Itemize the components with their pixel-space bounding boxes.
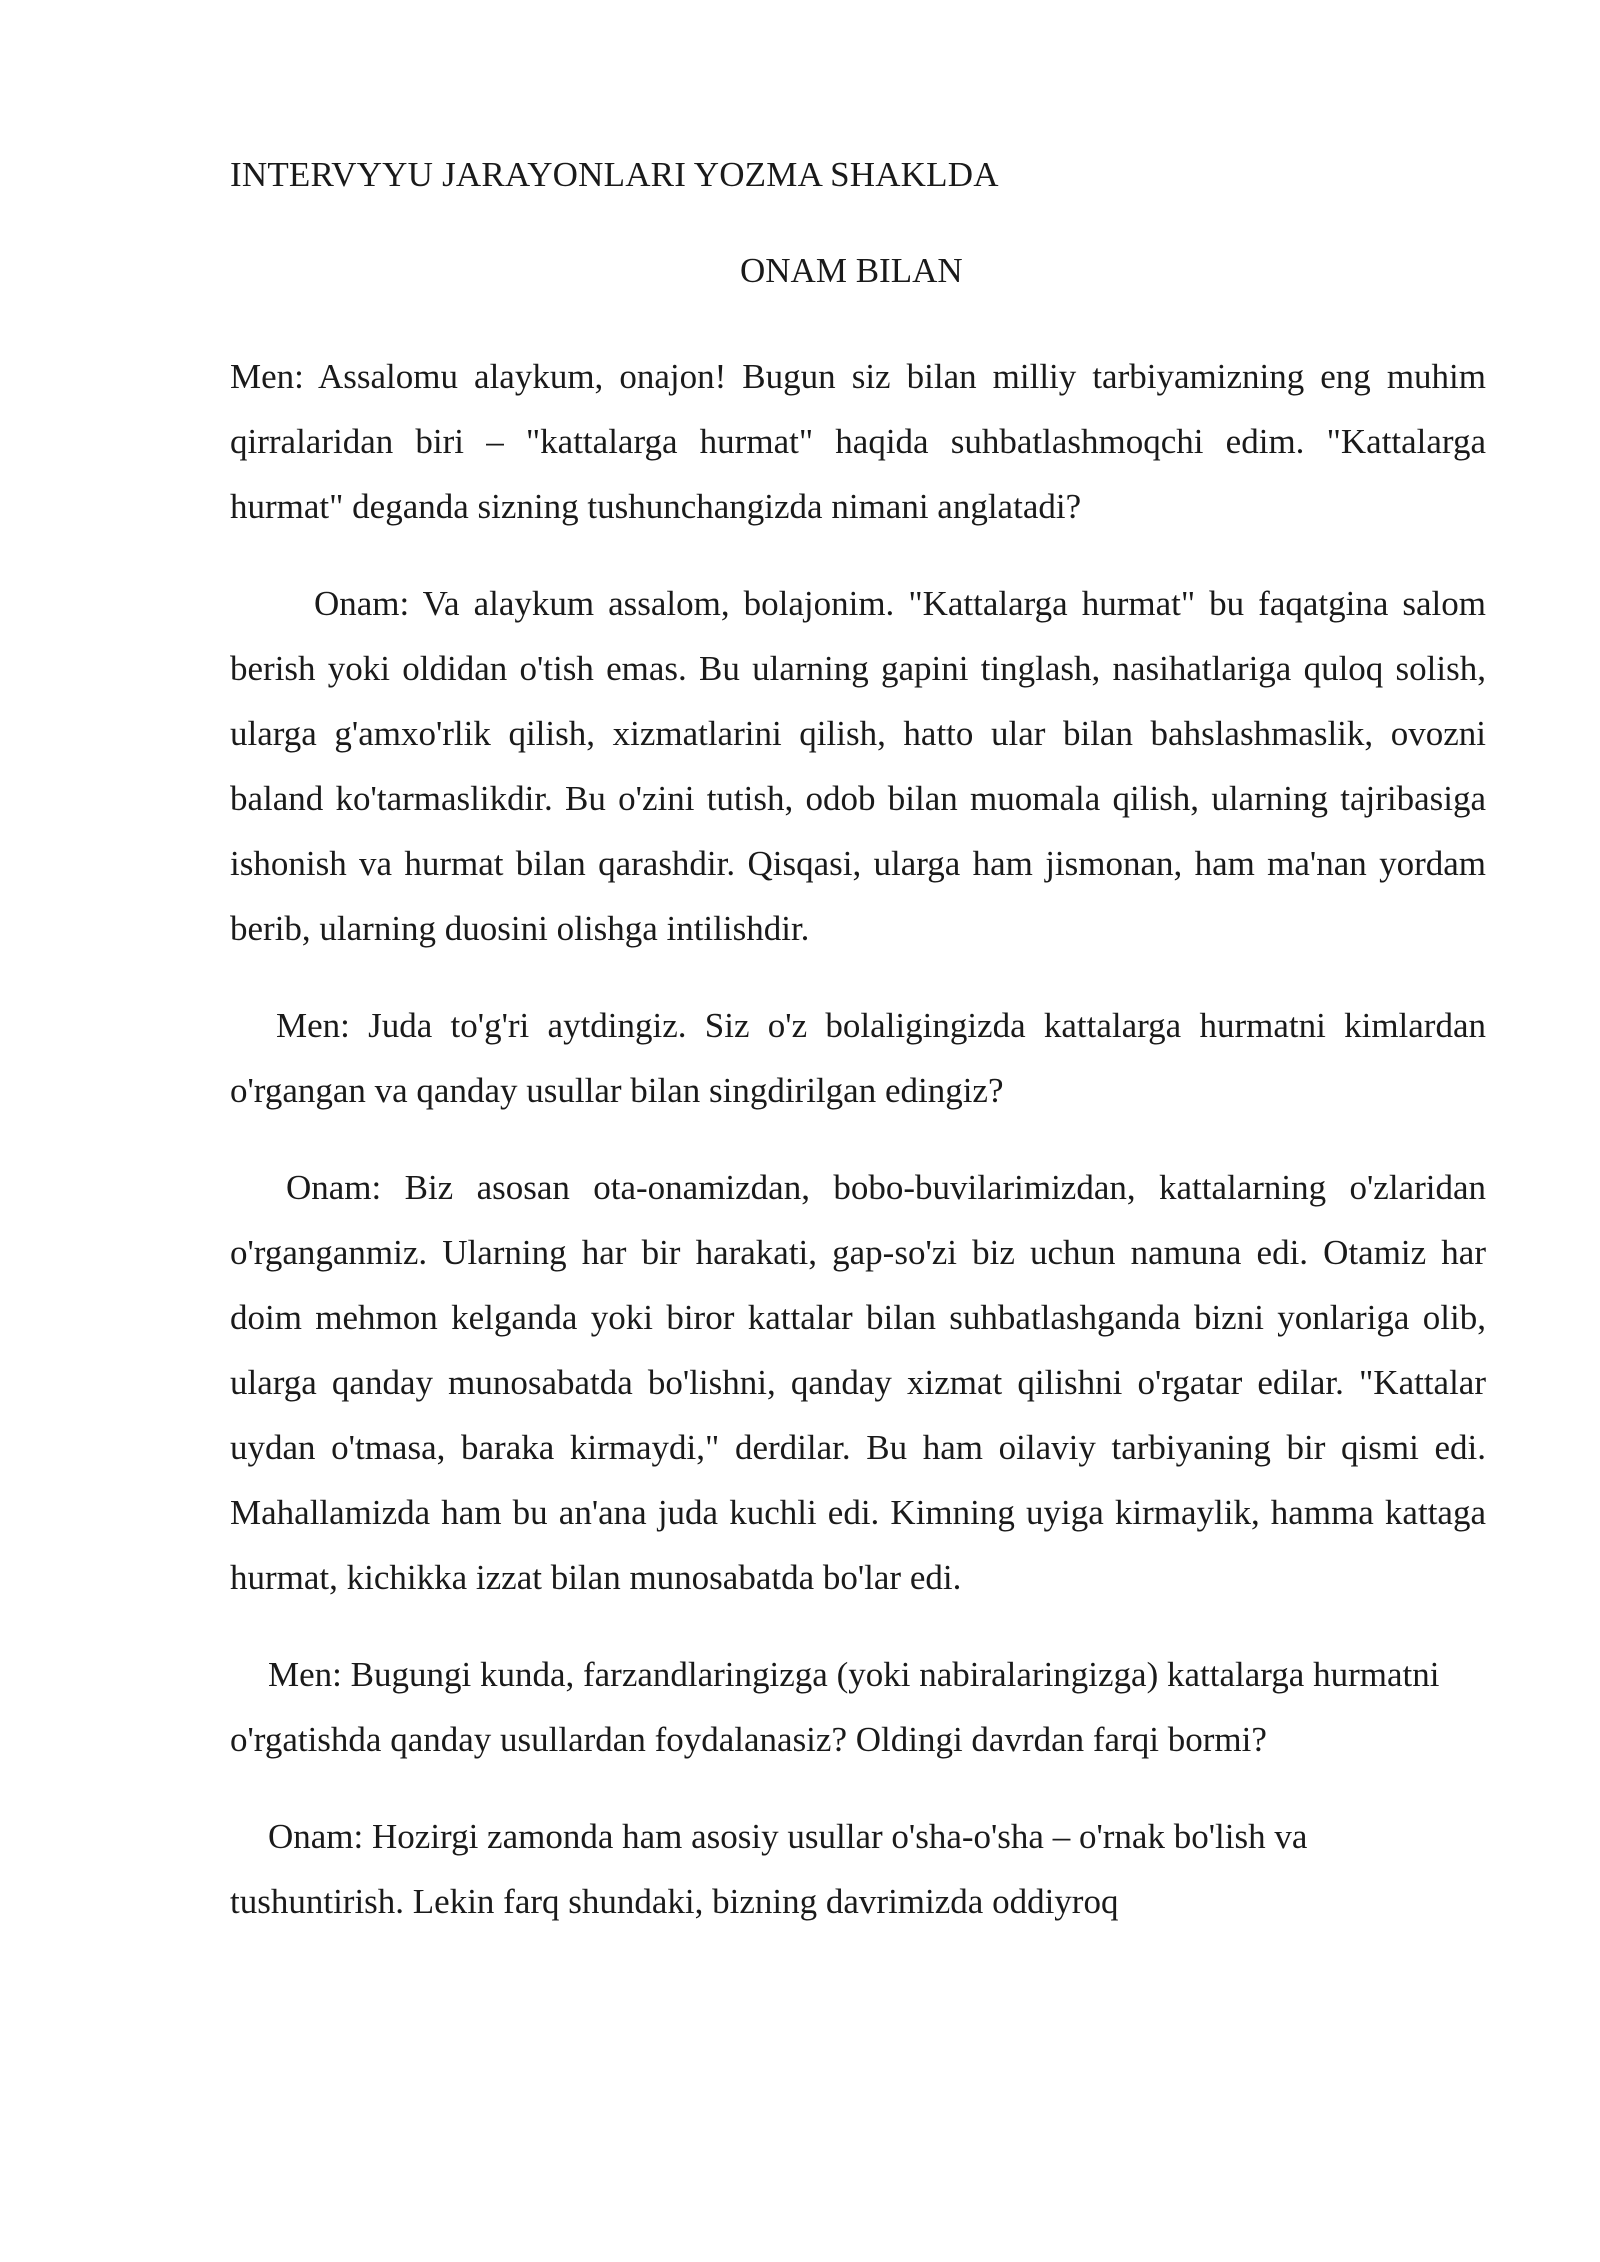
paragraph-onam-answer-3: Onam: Hozirgi zamonda ham asosiy usullar o'sha-o'sha – o'rnak bo'lish va tushuntirish. Lekin farq shundaki, bizning davrimizda oddiyroq <box>230 1817 1308 1921</box>
paragraph-men-question-2: Men: Juda to'g'ri aytdingiz. Siz o'z bolaligingizda kattalarga hurmatni kimlardan o'rgangan va qanday usullar bilan singdirilgan edingiz? <box>230 1006 1486 1110</box>
paragraph-men-greeting: Men: Assalomu alaykum, onajon! Bugun siz bilan milliy tarbiyamizning eng muhim qirralaridan biri – "kattalarga hurmat" haqida suhbatlashmoqchi edim. "Kattalarga hurmat" deganda sizning tushunchangizda nimani anglatadi? <box>230 357 1486 526</box>
document-subtitle: ONAM BILAN <box>740 251 963 290</box>
paragraph-men-question-3: Men: Bugungi kunda, farzandlaringizga (yoki nabiralaringizga) kattalarga hurmatni o'rgatishda qanday usullardan foydalanasiz? Oldingi davrdan farqi bormi? <box>230 1655 1440 1759</box>
document-page <box>230 150 1486 1966</box>
document-title: INTERVYYU JARAYONLARI YOZMA SHAKLDA <box>230 155 999 194</box>
paragraph-onam-answer-2: Onam: Biz asosan ota-onamizdan, bobo-buvilarimizdan, kattalarning o'zlaridan o'rganganmiz. Ularning har bir harakati, gap-so'zi biz uchun namuna edi. Otamiz har doim mehmon kelganda yoki biror kattalar bilan suhbatlashganda bizni yonlariga olib, ularga qanday munosabatda bo'lishni, qanday xizmat qilishni o'rgatar edilar. "Kattalar uydan o'tmasa, baraka kirmaydi," derdilar. Bu ham oilaviy tarbiyaning bir qismi edi. Mahallamizda ham bu an'ana juda kuchli edi. Kimning uyiga kirmaylik, hamma kattaga hurmat, kichikka izzat bilan munosabatda bo'lar edi. <box>230 1168 1486 1597</box>
paragraph-onam-answer-1: Onam: Va alaykum assalom, bolajonim. "Kattalarga hurmat" bu faqatgina salom berish yoki oldidan o'tish emas. Bu ularning gapini tinglash, nasihatlariga quloq solish, ularga g'amxo'rlik qilish, xizmatlarini qilish, hatto ular bilan bahslashmaslik, ovozni baland ko'tarmaslikdir. Bu o'zini tutish, odob bilan muomala qilish, ularning tajribasiga ishonish va hurmat bilan qarashdir. Qisqasi, ularga ham jismonan, ham ma'nan yordam berib, ularning duosini olishga intilishdir. <box>230 584 1486 948</box>
